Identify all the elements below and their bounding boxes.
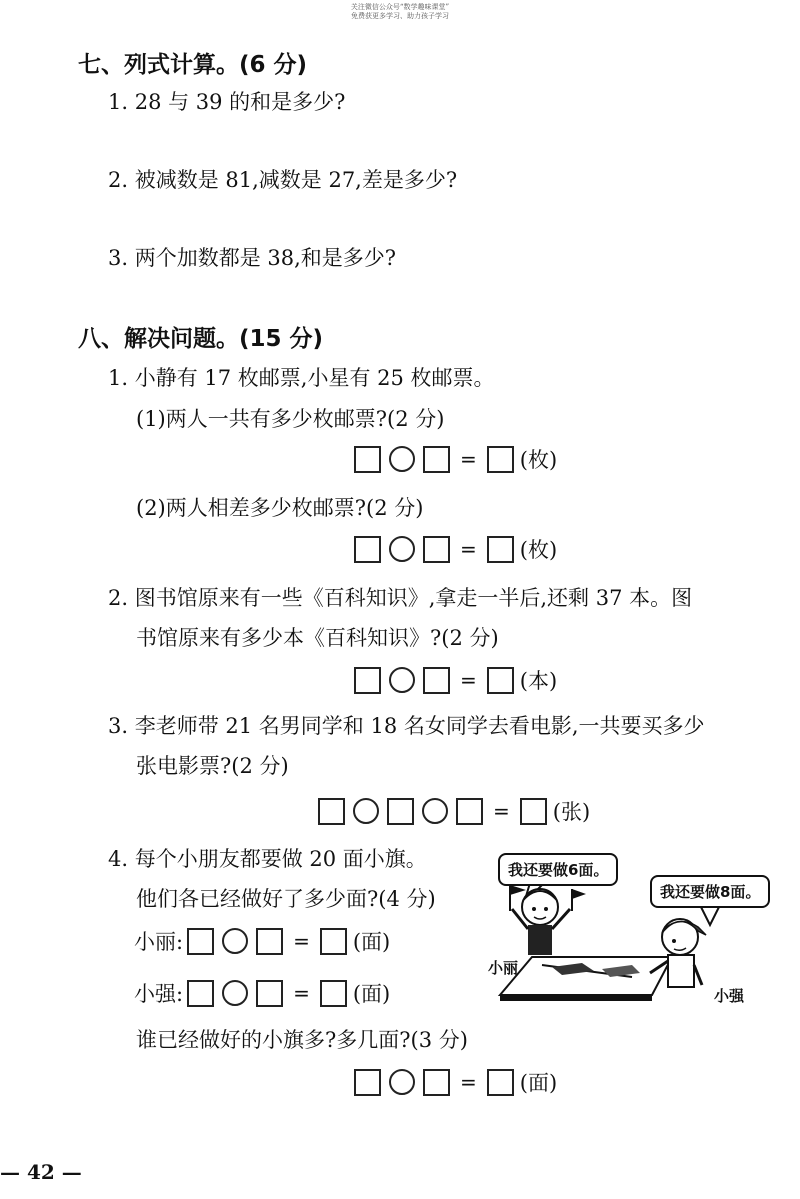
operator-circle[interactable] xyxy=(389,446,415,472)
section-7-question-3: 3. 两个加数都是 38,和是多少? xyxy=(108,246,397,270)
answer-box[interactable] xyxy=(423,667,450,694)
answer-box[interactable] xyxy=(487,667,514,694)
unit-label: (面) xyxy=(519,1071,558,1095)
equation-4-xiaoli xyxy=(134,925,390,957)
name-label-xiaoli: 小丽 xyxy=(488,959,519,977)
unit-label: (枚) xyxy=(519,538,558,562)
section-7-title: 七、列式计算。(6 分) xyxy=(78,52,308,78)
equation-2 xyxy=(350,664,557,696)
equation-1-1 xyxy=(350,443,557,475)
equation-4-final xyxy=(350,1066,557,1098)
answer-box[interactable] xyxy=(354,667,381,694)
operator-circle[interactable] xyxy=(422,798,448,824)
unit-label: (枚) xyxy=(519,448,558,472)
equals-sign: = xyxy=(293,929,310,953)
problem-2-line-2: 书馆原来有多少本《百科知识》?(2 分) xyxy=(136,626,499,650)
operator-circle[interactable] xyxy=(389,667,415,693)
answer-box[interactable] xyxy=(187,980,214,1007)
answer-box[interactable] xyxy=(423,446,450,473)
operator-circle[interactable] xyxy=(353,798,379,824)
operator-circle[interactable] xyxy=(222,980,248,1006)
children-flag-illustration xyxy=(482,845,782,1015)
answer-box[interactable] xyxy=(320,980,347,1007)
answer-box[interactable] xyxy=(354,1069,381,1096)
equation-4-xiaoqiang xyxy=(134,977,390,1009)
speech-bubble-xiaoli: 我还要做6面。 xyxy=(498,853,618,886)
answer-box[interactable] xyxy=(318,798,345,825)
equals-sign: = xyxy=(460,447,477,471)
answer-box[interactable] xyxy=(320,928,347,955)
operator-circle[interactable] xyxy=(222,928,248,954)
section-8-title: 八、解决问题。(15 分) xyxy=(78,326,324,352)
page-number: — 42 — xyxy=(0,1160,82,1184)
unit-label: (面) xyxy=(352,982,391,1006)
operator-circle[interactable] xyxy=(389,536,415,562)
problem-4-line-3: 谁已经做好的小旗多?多几面?(3 分) xyxy=(136,1028,468,1052)
answer-box[interactable] xyxy=(256,928,283,955)
equals-sign: = xyxy=(493,799,510,823)
watermark-line-2: 免费获更多学习、助力孩子学习 xyxy=(351,12,449,20)
problem-1-stem: 1. 小静有 17 枚邮票,小星有 25 枚邮票。 xyxy=(108,366,495,390)
answer-box[interactable] xyxy=(423,536,450,563)
equals-sign: = xyxy=(460,537,477,561)
section-7-question-2: 2. 被减数是 81,减数是 27,差是多少? xyxy=(108,168,458,192)
answer-box[interactable] xyxy=(354,536,381,563)
answer-box[interactable] xyxy=(354,446,381,473)
speech-bubble-xiaoqiang: 我还要做8面。 xyxy=(650,875,770,908)
unit-label: (张) xyxy=(552,800,591,824)
answer-box[interactable] xyxy=(487,1069,514,1096)
name-label-xiaoqiang: 小强 xyxy=(714,987,745,1005)
section-7-question-1: 1. 28 与 39 的和是多少? xyxy=(108,90,346,114)
answer-box[interactable] xyxy=(456,798,483,825)
equation-1-2 xyxy=(350,533,557,565)
watermark-line-1: 关注微信公众号“数学趣味课堂” xyxy=(350,3,450,11)
equation-3 xyxy=(314,795,590,827)
equals-sign: = xyxy=(460,1070,477,1094)
problem-2-line-1: 2. 图书馆原来有一些《百科知识》,拿走一半后,还剩 37 本。图 xyxy=(108,586,693,610)
problem-4-line-1: 4. 每个小朋友都要做 20 面小旗。 xyxy=(108,847,427,871)
answer-box[interactable] xyxy=(487,446,514,473)
problem-1-sub-2: (2)两人相差多少枚邮票?(2 分) xyxy=(136,496,424,520)
problem-1-sub-1: (1)两人一共有多少枚邮票?(2 分) xyxy=(136,407,445,431)
operator-circle[interactable] xyxy=(389,1069,415,1095)
xiaoli-label: 小丽: xyxy=(134,930,184,954)
answer-box[interactable] xyxy=(423,1069,450,1096)
answer-box[interactable] xyxy=(387,798,414,825)
xiaoqiang-label: 小强: xyxy=(134,982,184,1006)
unit-label: (本) xyxy=(519,669,558,693)
problem-4-line-2: 他们各已经做好了多少面?(4 分) xyxy=(136,887,436,911)
answer-box[interactable] xyxy=(520,798,547,825)
answer-box[interactable] xyxy=(256,980,283,1007)
unit-label: (面) xyxy=(352,930,391,954)
problem-3-line-2: 张电影票?(2 分) xyxy=(136,754,289,778)
answer-box[interactable] xyxy=(187,928,214,955)
equals-sign: = xyxy=(460,668,477,692)
equals-sign: = xyxy=(293,981,310,1005)
problem-3-line-1: 3. 李老师带 21 名男同学和 18 名女同学去看电影,一共要买多少 xyxy=(108,714,705,738)
answer-box[interactable] xyxy=(487,536,514,563)
